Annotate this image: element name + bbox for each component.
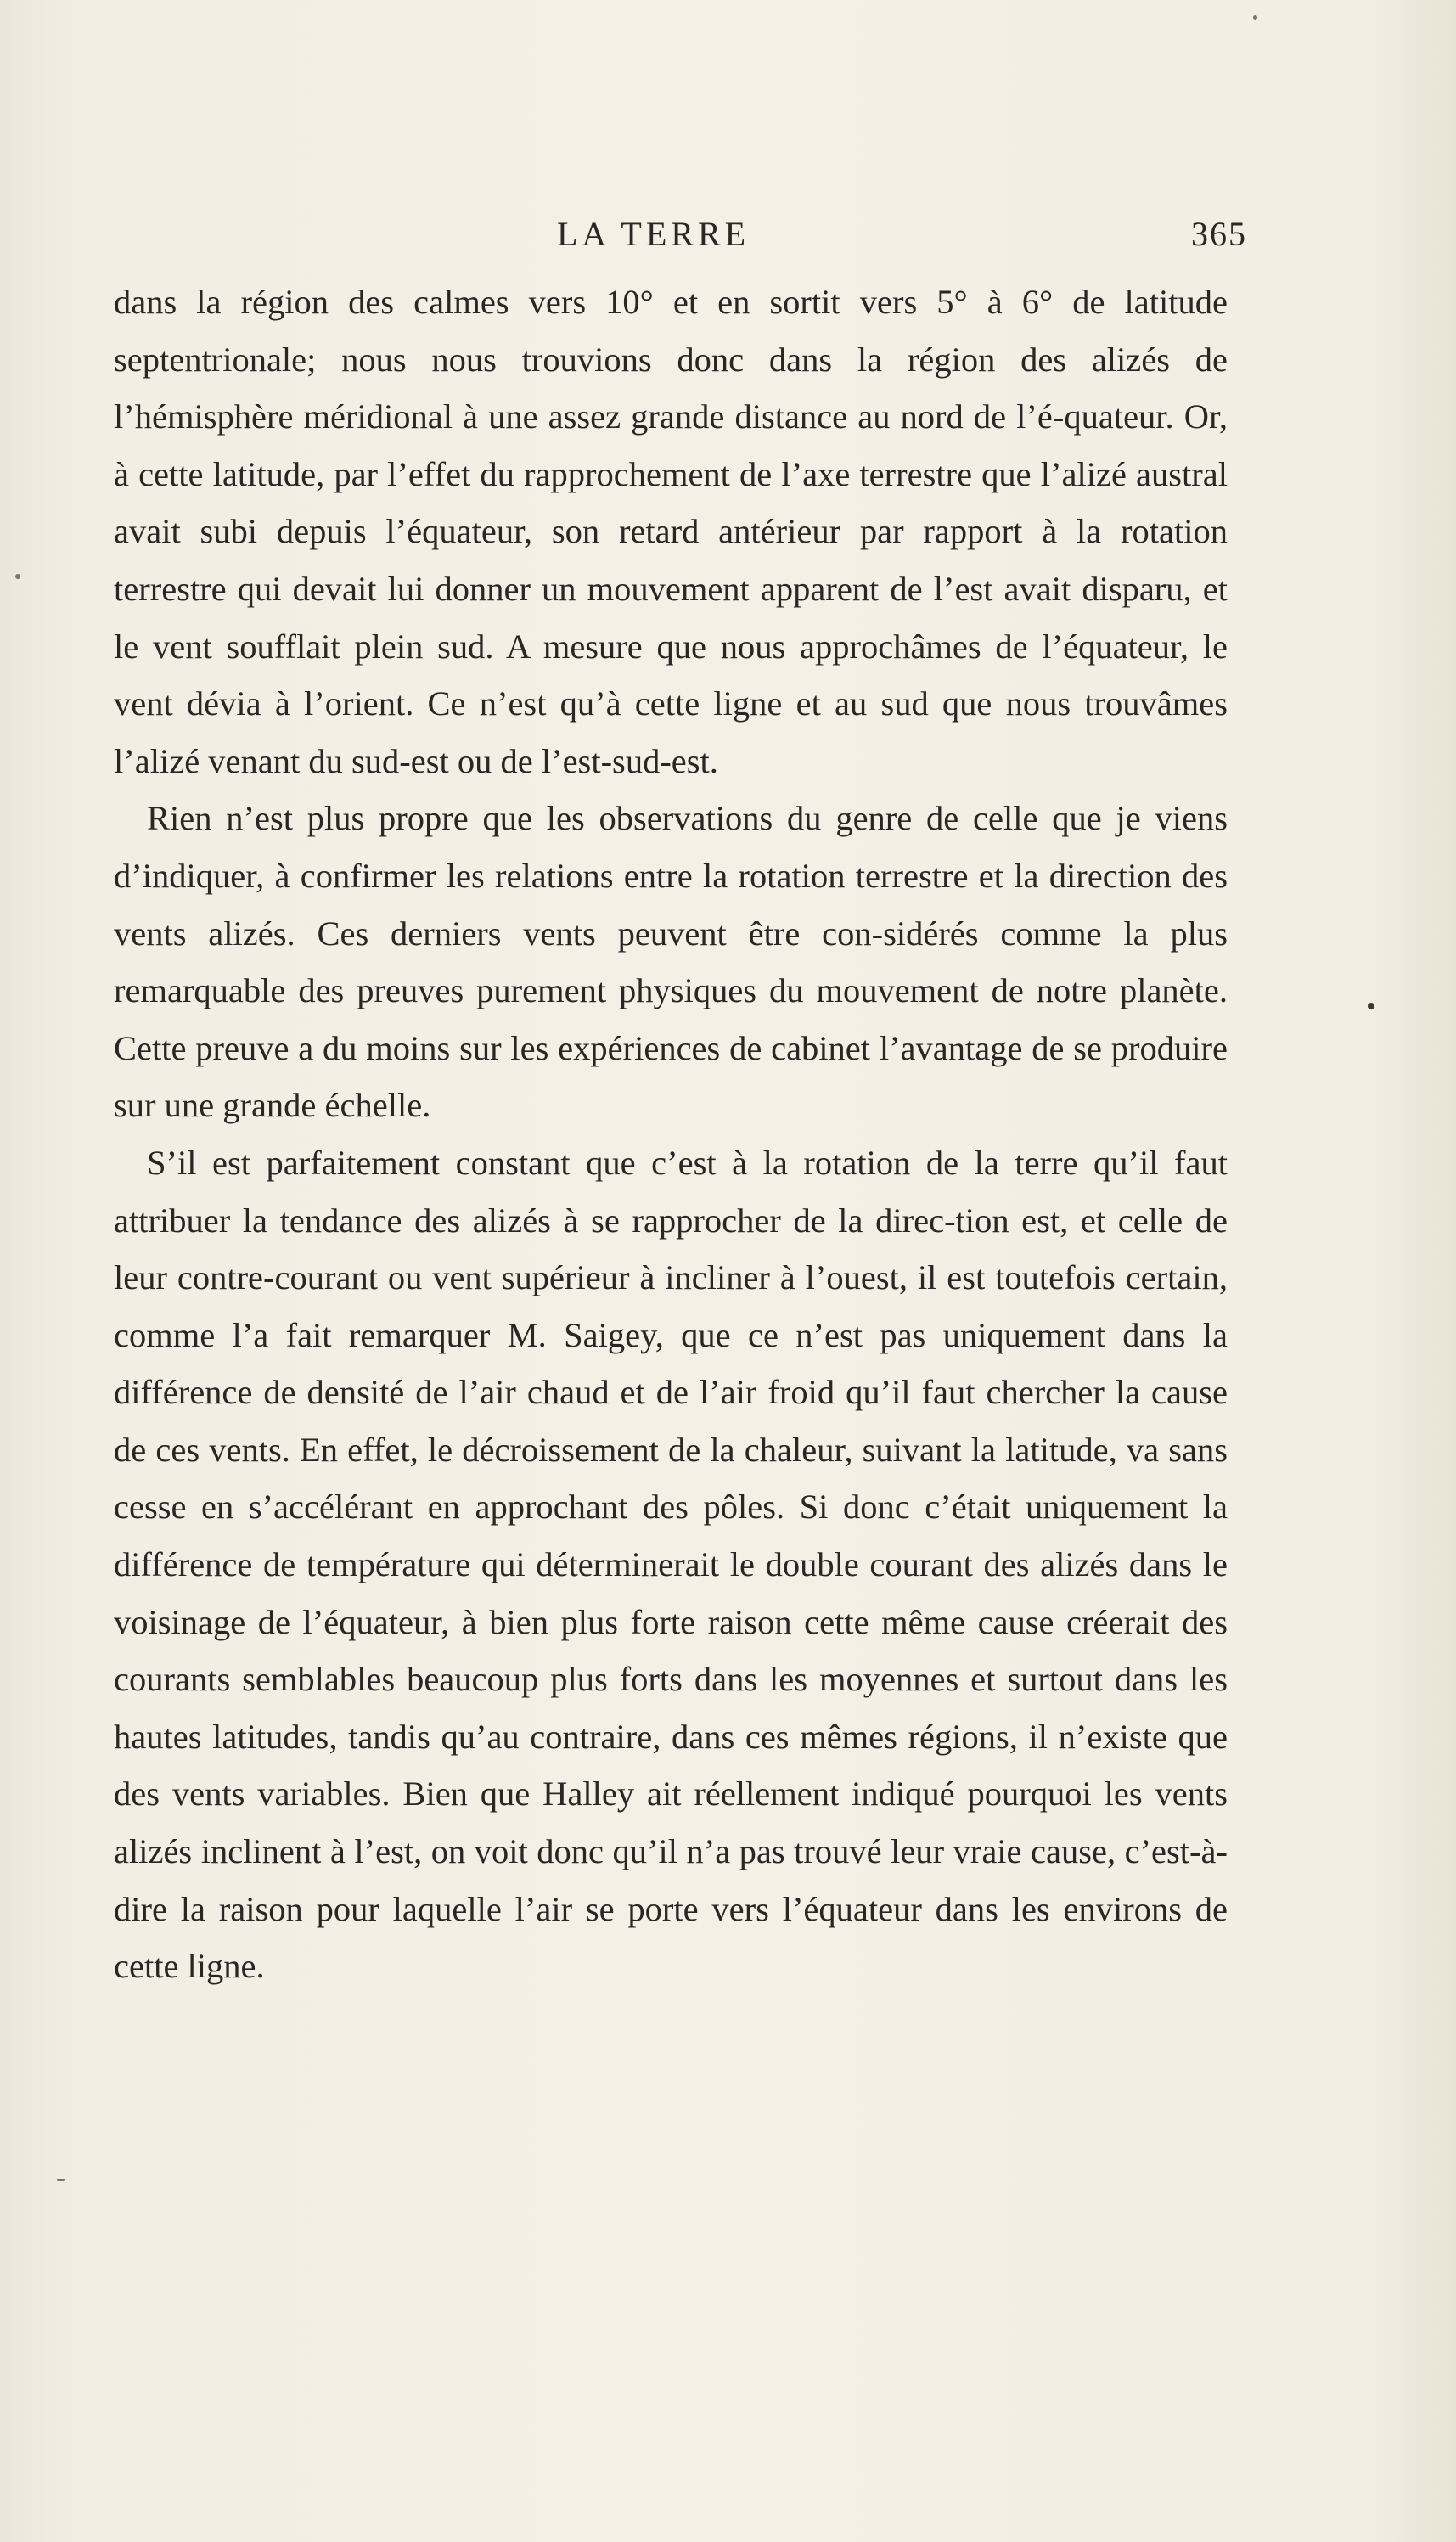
paragraph-2: Rien n’est plus propre que les observations du genre de celle que je viens d’indiquer, à confirmer les relations entre la rotation terrestre et la direction des vents alizés. Ces derniers vents peuvent être con-sidérés comme la plus remarquable des preuves purement physiques du mouvement de notre planète. Cette preuve a du moins sur les expériences de cabinet l’avantage de se produire sur une grande échelle. — [114, 799, 1228, 1125]
speck-mark — [1368, 1003, 1374, 1009]
paragraph-3: S’il est parfaitement constant que c’est à la rotation de la terre qu’il faut attribuer la tendance des alizés à se rapprocher de la direc-tion est, et celle de leur contre-courant ou vent supérieur à incliner à l’ouest, il est toutefois certain, comme l’a fait remarquer M. Saigey, que ce n’est pas uniquement dans la différence de densité de l’air chaud et de l’air froid qu’il faut chercher la cause de ces vents. En effet, le décroissement de la chaleur, suivant la latitude, va sans cesse en s’accélérant en approchant des pôles. Si donc c’était uniquement la différence de température qui déterminerait le double courant des alizés dans le voisinage de l’équateur, à bien plus forte raison cette même cause créerait des courants semblables beaucoup plus forts dans les moyennes et surtout dans les hautes latitudes, tandis qu’au contraire, dans ces mêmes régions, il n’existe que des vents variables. Bien que Halley ait réellement indiqué pourquoi les vents alizés inclinent à l’est, on voit donc qu’il n’a pas trouvé leur vraie cause, c’est-à-dire la raison pour laquelle l’air se porte vers l’équateur dans les environs de cette ligne. — [114, 1143, 1228, 1986]
speck-mark — [1253, 15, 1257, 20]
body-text — [114, 273, 1228, 1995]
running-head — [0, 214, 1456, 265]
page-number: 365 — [1191, 215, 1247, 253]
speck-mark — [57, 2179, 65, 2181]
running-title: LA TERRE — [557, 215, 750, 253]
speck-mark — [15, 574, 20, 579]
paragraph-1: dans la région des calmes vers 10° et en sortit vers 5° à 6° de latitude septentrionale; nous nous trouvions donc dans la région des alizés de l’hémisphère méridional à une assez grande distance au nord de l’é-quateur. Or, à cette latitude, par l’effet du rapprochement de l’axe terrestre que l’alizé austral avait subi depuis l’équateur, son retard antérieur par rapport à la rotation terrestre qui devait lui donner un mouvement apparent de l’est avait disparu, et le vent soufflait plein sud. A mesure que nous approchâmes de l’équateur, le vent dévia à l’orient. Ce n’est qu’à cette ligne et au sud que nous trouvâmes l’alizé venant du sud-est ou de l’est-sud-est. — [114, 283, 1228, 780]
